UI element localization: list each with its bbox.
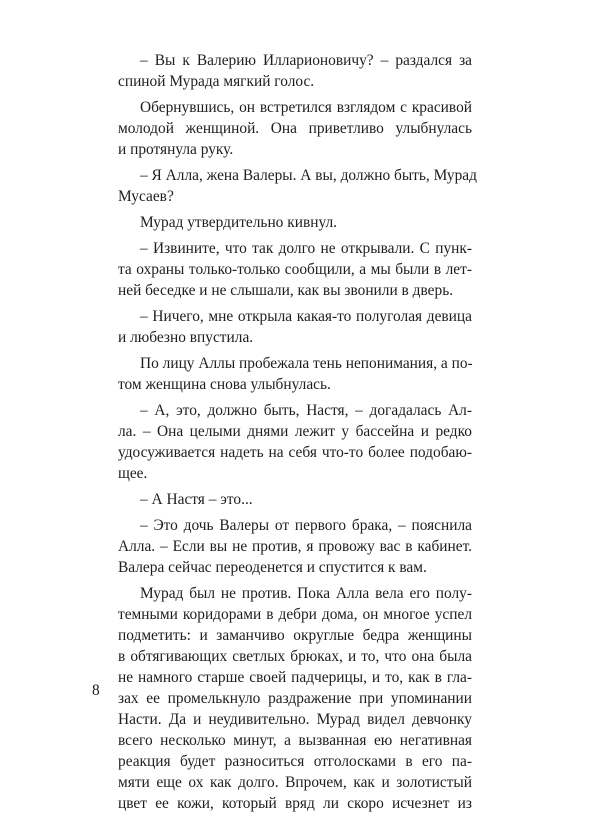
- paragraph: [118, 489, 472, 510]
- text-line: спиной Мурада мягкий голос.: [118, 73, 315, 90]
- text-line: том женщина снова улыбнулась.: [118, 376, 331, 393]
- body-text: [118, 50, 477, 814]
- text-line: и протянула руку.: [118, 141, 234, 158]
- text-line: Валера сейчас переоденется и спустится к вам.: [118, 559, 427, 576]
- text-line: – Ничего, мне открыла какая-то полуголая девица: [140, 308, 472, 325]
- text-line: ней беседке и не слышали, как вы звонили в дверь.: [118, 282, 454, 299]
- text-line: ла. – Она целыми днями лежит у бассейна и редко: [118, 423, 472, 440]
- text-line: щее.: [118, 465, 148, 482]
- text-line: молодой женщиной. Она приветливо улыбнулась: [118, 120, 472, 137]
- paragraph: [118, 97, 472, 160]
- text-line: та охраны только-только сообщили, а мы были в лет-: [118, 261, 472, 278]
- text-line: в обтягивающих светлых брюках, и то, что она была: [118, 648, 472, 665]
- text-line: – А, это, должно быть, Настя, – догадалась Ал-: [140, 402, 472, 419]
- page-number: 8: [92, 682, 100, 699]
- paragraph: [118, 515, 472, 578]
- text-line: Мурад был не против. Пока Алла вела его полу-: [140, 585, 472, 602]
- paragraph: [118, 238, 472, 301]
- text-line: Мусаев?: [118, 188, 174, 205]
- text-line: и любезно впустила.: [118, 329, 254, 346]
- paragraph: [118, 212, 472, 233]
- text-line: – А Настя – это...: [140, 491, 253, 508]
- text-line: цвет ее кожи, который вряд ли скоро исчезнет из: [118, 795, 472, 812]
- text-line: реакция будет разноситься отголосками в его па-: [118, 753, 472, 770]
- paragraph: [118, 400, 472, 484]
- paragraph: [118, 165, 477, 207]
- text-line: зах ее промелькнуло раздражение при упоминании: [118, 690, 472, 707]
- text-line: Насти. Да и неудивительно. Мурад видел девчонку: [118, 711, 472, 728]
- text-line: не намного старше своей падчерицы, и то, как в гла-: [118, 669, 472, 686]
- text-line: – Вы к Валерию Илларионовичу? – раздался за: [140, 52, 472, 69]
- paragraph: [118, 353, 472, 395]
- text-line: темными коридорами в дебри дома, он многое успел: [118, 606, 472, 623]
- text-line: подметить: и заманчиво округлые бедра женщины: [118, 627, 472, 644]
- paragraph: [118, 50, 472, 92]
- text-line: По лицу Аллы пробежала тень непонимания, а по-: [140, 355, 473, 372]
- text-line: мяти еще ох как долго. Впрочем, как и золотистый: [118, 774, 472, 791]
- text-line: удосуживается надеть на себя что-то более подобаю-: [118, 444, 472, 461]
- paragraph: [118, 306, 472, 348]
- text-line: – Это дочь Валеры от первого брака, – пояснила: [140, 517, 472, 534]
- text-line: Обернувшись, он встретился взглядом с красивой: [140, 99, 472, 116]
- text-line: всего несколько минут, а вызванная ею негативная: [118, 732, 472, 749]
- text-line: – Я Алла, жена Валеры. А вы, должно быть, Мурад: [140, 167, 477, 184]
- text-line: – Извините, что так долго не открывали. С пунк-: [140, 240, 472, 257]
- text-line: Алла. – Если вы не против, я провожу вас в кабинет.: [118, 538, 472, 555]
- paragraph: [118, 583, 472, 814]
- text-line: Мурад утвердительно кивнул.: [140, 214, 337, 231]
